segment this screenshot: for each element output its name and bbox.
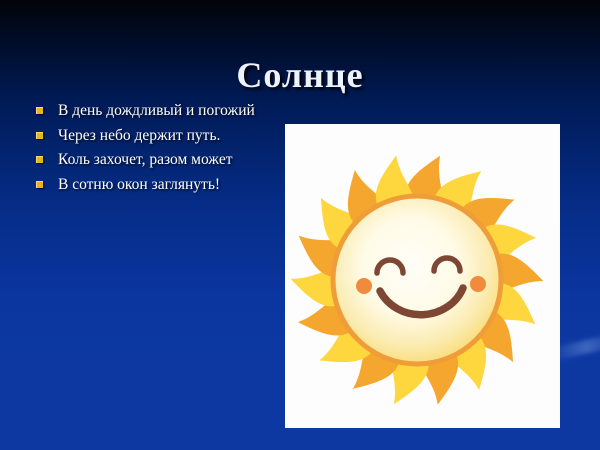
bullet-square-icon — [36, 156, 43, 163]
sun-right-cheek — [470, 276, 486, 292]
list-item-text: Коль захочет, разом может — [58, 151, 233, 169]
sun-illustration — [285, 124, 560, 428]
list-item — [36, 175, 286, 200]
bullet-square-icon — [36, 132, 43, 139]
list-item — [36, 150, 286, 175]
slide-title: Солнце — [236, 55, 364, 96]
sun-left-cheek — [356, 278, 372, 294]
bullet-square-icon — [36, 181, 43, 188]
list-item-text: Через небо держит путь. — [58, 126, 221, 144]
sun-image-panel — [285, 124, 560, 428]
list-item — [36, 101, 286, 126]
bullet-square-icon — [36, 107, 43, 114]
list-item — [36, 126, 286, 151]
list-item-text: В сотню окон заглянуть! — [58, 175, 221, 193]
sun-face — [333, 196, 501, 364]
list-item-text: В день дождливый и погожий — [58, 102, 255, 119]
poem-list — [36, 101, 286, 199]
